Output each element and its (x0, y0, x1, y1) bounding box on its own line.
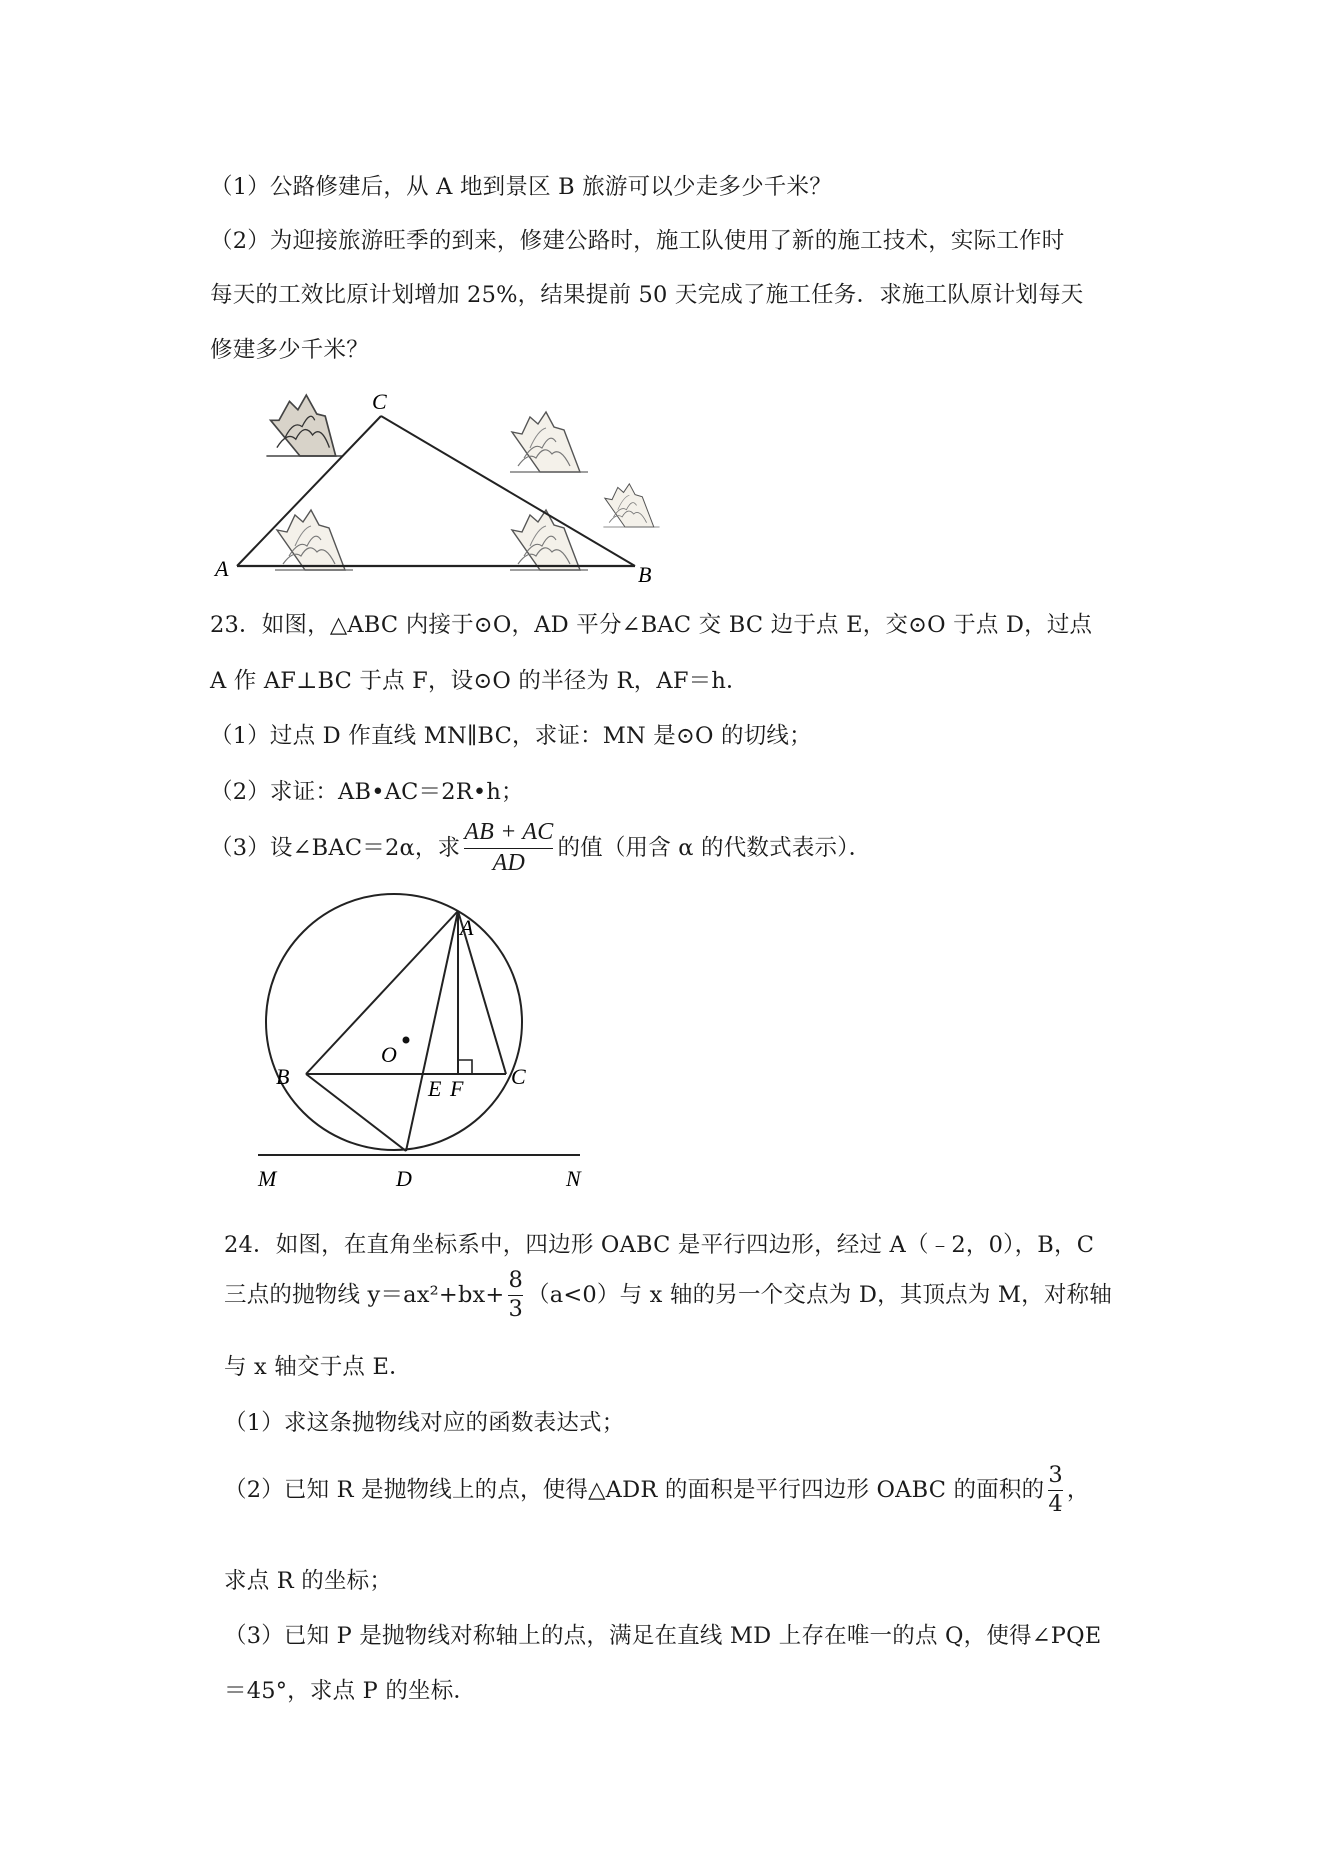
q24-line2-prefix: 三点的抛物线 y＝ax²+bx+ (224, 1282, 505, 1309)
q24-part3-line2: ＝45°，求点 P 的坐标． (224, 1678, 477, 1704)
q23-line2: A 作 AF⊥BC 于点 F，设⊙O 的半径为 R，AF＝h． (210, 668, 749, 694)
q22-part1: （1）公路修建后，从 A 地到景区 B 旅游可以少走多少千米？ (210, 174, 832, 200)
q23-label-D: D (396, 1166, 412, 1191)
q22-label-B: B (638, 562, 652, 587)
q24-line2 (224, 1268, 1112, 1323)
q22-part2-line2: 每天的工效比原计划增加 25%，结果提前 50 天完成了施工任务．求施工队原计划每天 (210, 282, 1084, 308)
q23-part2: （2）求证：AB•AC＝2R•h； (210, 779, 524, 805)
q24-line2-suffix: （a<0）与 x 轴的另一个交点为 D，其顶点为 M，对称轴 (527, 1282, 1112, 1309)
q23-label-C: C (511, 1064, 526, 1089)
q22-part2-line3: 修建多少千米？ (210, 337, 369, 363)
q23-line1: 23．如图，△ABC 内接于⊙O，AD 平分∠BAC 交 BC 边于点 E，交⊙O 于点 D，过点 (210, 612, 1093, 638)
q23-label-A: A (460, 915, 474, 940)
q24-fraction-denominator: 3 (508, 1295, 523, 1322)
q23-fraction-numerator: AB + AC (464, 819, 554, 845)
q23-label-N: N (566, 1166, 581, 1191)
q24-part3-line1: （3）已知 P 是抛物线对称轴上的点，满足在直线 MD 上存在唯一的点 Q，使得∠PQE (224, 1623, 1102, 1649)
q23-part3-suffix: 的值（用含 α 的代数式表示）． (557, 834, 872, 861)
q23-label-F: F (450, 1076, 464, 1101)
q24-fraction-numerator: 8 (508, 1267, 523, 1293)
q24-part1: （1）求这条抛物线对应的函数表达式； (224, 1410, 625, 1436)
q24-fraction (508, 1268, 523, 1323)
q22-part2-line1: （2）为迎接旅游旺季的到来，修建公路时，施工队使用了新的施工技术，实际工作时 (210, 228, 1065, 254)
q24-part2 (224, 1463, 1090, 1518)
q23-label-O: O (381, 1042, 397, 1067)
q24-part2-prefix: （2）已知 R 是抛物线上的点，使得△ADR 的面积是平行四边形 OABC 的面积的 (224, 1477, 1045, 1504)
q22-label-C: C (372, 389, 387, 414)
q24-line3: 与 x 轴交于点 E． (224, 1354, 412, 1380)
q23-label-E: E (428, 1076, 442, 1101)
q24-line1: 24．如图，在直角坐标系中，四边形 OABC 是平行四边形，经过 A（﹣2，0），B，C (224, 1232, 1095, 1258)
q23-label-B: B (276, 1064, 290, 1089)
q24-part2-suffix: ， (1066, 1477, 1090, 1504)
q24-part2-fraction (1048, 1463, 1063, 1518)
q24-part2-fraction-denominator: 4 (1048, 1490, 1063, 1517)
q23-fraction-denominator: AD (492, 849, 526, 876)
q23-label-M: M (258, 1166, 277, 1191)
q23-part3-prefix: （3）设∠BAC＝2α，求 (210, 834, 461, 861)
q24-part2-line2: 求点 R 的坐标； (224, 1568, 393, 1594)
q24-part2-fraction-numerator: 3 (1048, 1462, 1063, 1488)
q23-part1: （1）过点 D 作直线 MN∥BC，求证：MN 是⊙O 的切线； (210, 723, 812, 749)
q22-label-A: A (215, 556, 229, 581)
